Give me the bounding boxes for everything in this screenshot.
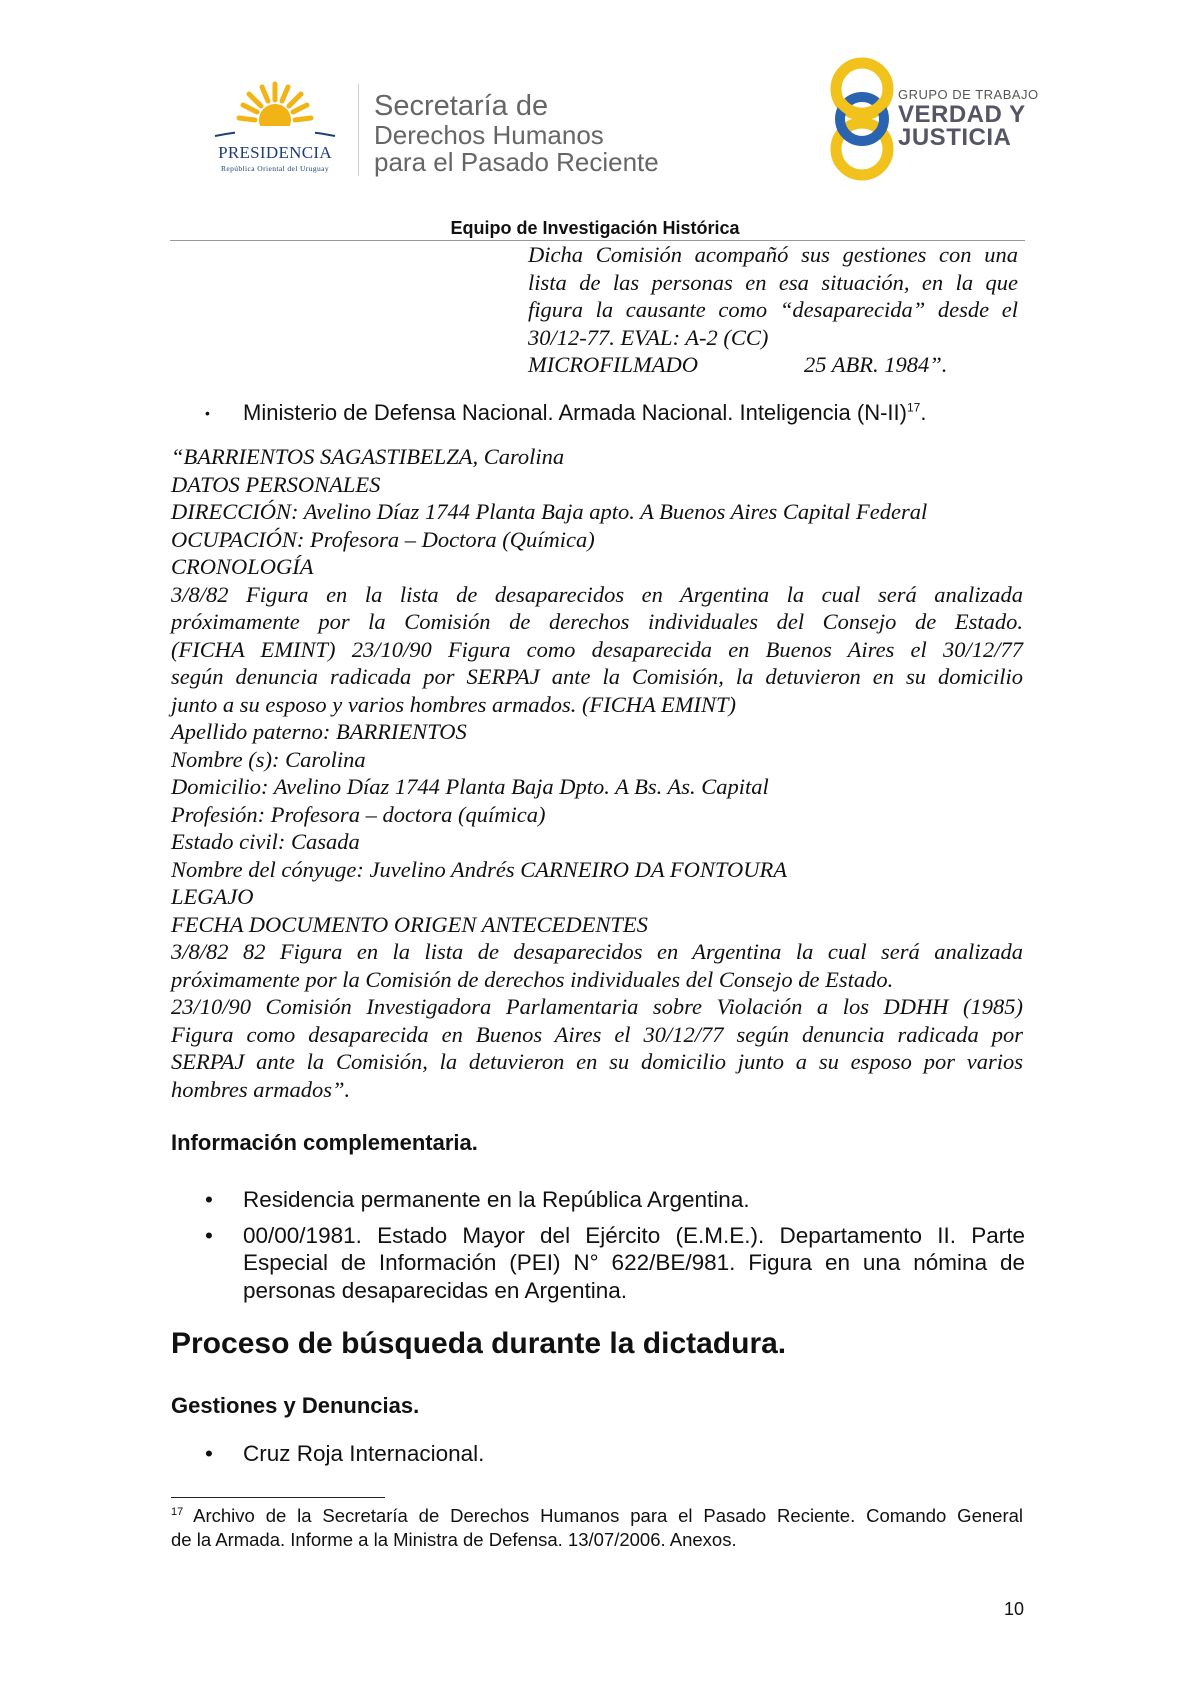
grupo-line2: VERDAD Y [898,101,1026,128]
section-heading: Proceso de búsqueda durante la dictadura. [171,1327,787,1360]
footnote-line: de la Armada. Informe a la Ministra de Defensa. 13/07/2006. Anexos. [171,1529,737,1550]
record-line: (FICHA EMINT) 23/10/90 Figura como desaparecida en Buenos Aires el 30/12/77 [171,636,1023,662]
record-line: “BARRIENTOS SAGASTIBELZA, Carolina [171,444,565,469]
secretaria-line1: Secretaría de [374,90,549,122]
list-item-text: 00/00/1981. Estado Mayor del Ejército (E.M.E.). Departamento II. Parte [243,1222,1025,1248]
presidencia-subtitle: República Oriental del Uruguay [220,164,329,173]
list-item-text: Especial de Información (PEI) N° 622/BE/981. Figura en una nómina de [243,1250,1025,1275]
page-header [0,0,1190,238]
list-item [205,1222,1025,1305]
footnote-rule [171,1497,385,1498]
record-line: LEGAJO [171,884,254,909]
secretaria-line2: Derechos Humanos [374,120,604,150]
record-line: Profesión: Profesora – doctora (química) [171,801,546,827]
header-divider [358,84,359,176]
bullet-icon: • [205,405,210,421]
record-line: Estado civil: Casada [171,829,360,854]
record-line: junto a su esposo y varios hombres armados. (FICHA EMINT) [171,691,736,717]
record-line: DATOS PERSONALES [171,471,381,497]
record-line: DIRECCIÓN: Avelino Díaz 1744 Planta Baja apto. A Buenos Aires Capital Federal [171,499,928,524]
list-item-text: Residencia permanente en la República Argentina. [243,1187,750,1212]
record-line: 23/10/90 Comisión Investigadora Parlamentaria sobre Violación a los DDHH (1985) [171,994,1023,1019]
record-block [171,443,1023,1103]
record-line: según denuncia radicada por SERPAJ ante la Comisión, la detuvieron en su domicilio [171,664,1023,689]
record-line: CRONOLOGÍA [171,554,314,579]
record-line: Nombre del cónyuge: Juvelino Andrés CARNEIRO DA FONTOURA [171,856,787,882]
quote-line: lista de las personas en esa situación, en la que [528,269,1018,295]
footnote-number: 17 [171,1505,184,1518]
quote-line: figura la causante como “desaparecida” desde el [528,297,1018,322]
footnote-text-1: Archivo de la Secretaría de Derechos Humanos para el Pasado Reciente. Comando General [193,1505,1023,1526]
quote-block [528,241,1018,379]
quote-line-microfilmado [528,351,1018,379]
list-item-text [243,400,926,426]
presidencia-name: PRESIDENCIA [218,143,332,162]
bullet-icon: • [205,1441,213,1466]
microfilmado-date: 25 ABR. 1984”. [804,352,948,377]
record-line: 3/8/82 Figura en la lista de desaparecidos en Argentina la cual será analizada [171,581,1023,607]
verdad-justicia-rings-logo-icon [822,56,902,182]
record-line: Apellido paterno: BARRIENTOS [171,719,467,744]
record-line: Nombre (s): Carolina [171,746,366,772]
ministerio-suffix: . [920,400,927,425]
quote-line: 30/12-77. EVAL: A-2 (CC) [528,324,769,350]
record-line: hombres armados”. [171,1076,351,1102]
footnote [171,1504,1023,1552]
grupo-line1: GRUPO DE TRABAJO [898,87,1039,102]
bullet-icon: • [205,1222,213,1248]
record-line: OCUPACIÓN: Profesora – Doctora (Química) [171,526,595,552]
page-number: 10 [1003,1599,1024,1619]
record-line: próximamente por la Comisión de derechos individuales del Consejo de Estado. [171,609,1023,634]
microfilmado-label: MICROFILMADO [528,352,698,377]
info-heading: Información complementaria. [171,1130,478,1155]
footnote-ref[interactable]: 17 [906,400,921,415]
list-item [205,1186,1025,1214]
grupo-line3: JUSTICIA [898,124,1012,151]
record-line: Figura como desaparecida en Buenos Aires el 30/12/77 según denuncia radicada por [171,1021,1023,1047]
bullet-icon: • [205,1187,213,1212]
record-line: 3/8/82 82 Figura en la lista de desaparecidos en Argentina la cual será analizada [171,939,1023,964]
footnote-line [171,1504,1023,1528]
list-item-text: Cruz Roja Internacional. [243,1441,485,1466]
gestiones-heading: Gestiones y Denuncias. [171,1393,420,1418]
team-title: Equipo de Investigación Histórica [450,218,740,238]
ministerio-text: Ministerio de Defensa Nacional. Armada Nacional. Inteligencia (N-II) [243,400,907,425]
secretaria-line3: para el Pasado Reciente [374,147,659,177]
record-line: SERPAJ ante la Comisión, la detuvieron en su domicilio junto a su esposo por varios [171,1049,1023,1074]
record-line: próximamente por la Comisión de derechos individuales del Consejo de Estado. [171,966,894,992]
list-item-text: personas desaparecidas en Argentina. [243,1277,628,1303]
record-line: FECHA DOCUMENTO ORIGEN ANTECEDENTES [171,911,648,937]
record-line: Domicilio: Avelino Díaz 1744 Planta Baja Dpto. A Bs. As. Capital [171,774,769,799]
info-list [205,1186,1025,1312]
quote-line: Dicha Comisión acompañó sus gestiones con una [528,242,1018,267]
uruguay-sun-logo-icon [195,78,355,178]
